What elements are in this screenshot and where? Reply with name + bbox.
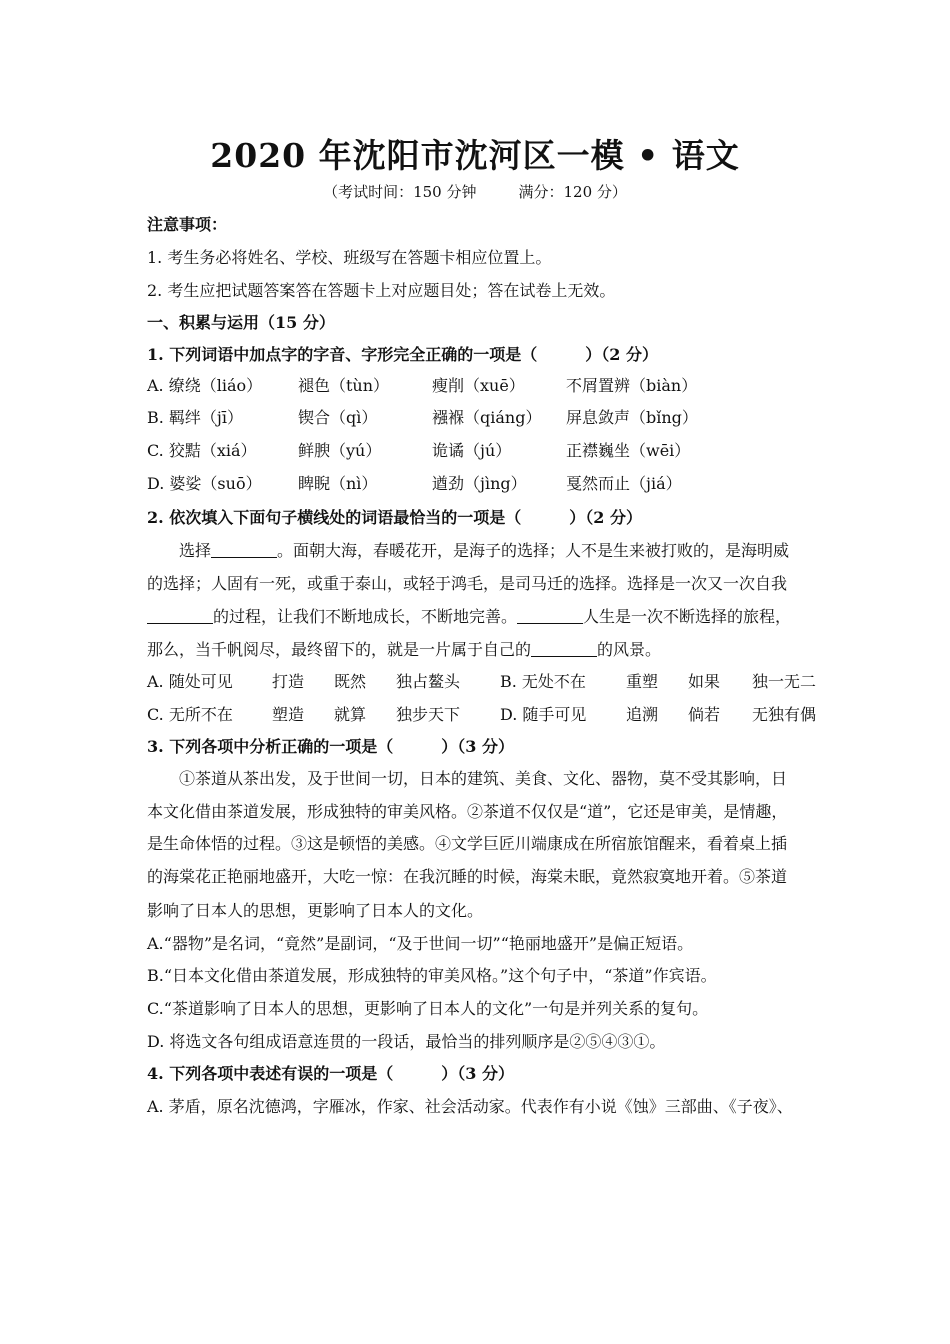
q3-option: D. 将选文各句组成语意连贯的一段话，最恰当的排列顺序是②⑤④③①。 bbox=[147, 1032, 666, 1051]
q2-option: B. 无处不在 bbox=[500, 672, 586, 691]
exam-time: （考试时间：150 分钟 bbox=[323, 183, 477, 201]
q2-option: 打造 bbox=[272, 672, 305, 691]
q2-option: 塑造 bbox=[272, 705, 305, 724]
q1-option: C. 狡黠（xiá） bbox=[147, 441, 257, 460]
q2-option: 既然 bbox=[334, 672, 367, 691]
q2-passage-line: 的选择；人固有一死，或重于泰山，或轻于鸿毛，是司马迁的选择。选择是一次又一次自我 bbox=[147, 574, 788, 593]
exam-subtitle bbox=[0, 181, 950, 202]
q3-passage-line: 的海棠花正艳丽地盛开，大吃一惊：在我沉睡的时候，海棠未眠，竟然寂寞地开着。⑤茶道 bbox=[147, 867, 788, 886]
q2-option: 就算 bbox=[334, 705, 367, 724]
q2-option: 独占鳌头 bbox=[396, 672, 461, 691]
fill-blank bbox=[147, 607, 213, 624]
fill-blank bbox=[531, 640, 597, 657]
q3-option: C.“茶道影响了日本人的思想，更影响了日本人的文化”一句是并列关系的复句。 bbox=[147, 999, 709, 1018]
q4-option: A. 茅盾，原名沈德鸿，字雁冰，作家、社会活动家。代表作有小说《蚀》三部曲、《子夜》、 bbox=[147, 1097, 793, 1116]
q1-option: 正襟巍坐（wēi） bbox=[566, 441, 691, 460]
q1-option: 屏息敛声（bǐng） bbox=[566, 408, 698, 427]
q2-passage-line: 的过程，让我们不断地成长，不断地完善。 人生是一次不断选择的旅程， bbox=[147, 606, 867, 628]
exam-title: 2020 年沈阳市沈河区一模 • 语文 bbox=[210, 136, 740, 175]
fill-blank bbox=[211, 541, 277, 558]
q3-option: A.“器物”是名词，“竟然”是副词，“及于世间一切”“艳丽地盛开”是偏正短语。 bbox=[147, 934, 694, 953]
q3-passage-line: 本文化借由茶道发展，形成独特的审美风格。②茶道不仅仅是“道”，它还是审美，是情趣， bbox=[147, 802, 788, 821]
notice-heading: 注意事项： bbox=[147, 215, 228, 234]
q1-option: 鲜腴（yú） bbox=[298, 441, 382, 460]
q2-option: A. 随处可见 bbox=[147, 672, 233, 691]
q1-option: 遒劲（jìng） bbox=[432, 474, 527, 493]
question-stem: 4. 下列各项中表述有误的一项是（ ）（3 分） bbox=[147, 1064, 514, 1083]
q2-passage-line: 那么，当千帆阅尽，最终留下的，就是一片属于自己的 的风景。 bbox=[147, 640, 662, 659]
q2-option: 独步天下 bbox=[396, 705, 461, 724]
q3-passage-line: ①茶道从茶出发，及于世间一切，日本的建筑、美食、文化、器物，莫不受其影响，日 bbox=[179, 769, 788, 788]
q2-option: C. 无所不在 bbox=[147, 705, 233, 724]
notice-item: 2. 考生应把试题答案答在答题卡上对应题目处；答在试卷上无效。 bbox=[147, 281, 616, 300]
q2-option: 追溯 bbox=[626, 705, 659, 724]
q1-option: A. 缭绕（liáo） bbox=[147, 376, 263, 395]
q1-option: 诡谲（jú） bbox=[432, 441, 512, 460]
q1-option: 襁褓（qiáng） bbox=[432, 408, 542, 427]
q1-option: 不屑置辨（biàn） bbox=[566, 376, 698, 395]
q2-passage-line: 选择 。面朝大海，春暖花开，是海子的选择；人不是生来被打败的，是海明威 bbox=[179, 541, 790, 560]
q2-option: D. 随手可见 bbox=[500, 705, 587, 724]
q1-option: D. 婆娑（suō） bbox=[147, 474, 262, 493]
q1-option: 戛然而止（jiá） bbox=[566, 474, 682, 493]
q1-option: 瘦削（xuē） bbox=[432, 376, 525, 395]
q2-option: 无独有偶 bbox=[752, 705, 817, 724]
section-heading: 一、积累与运用（15 分） bbox=[147, 313, 335, 332]
q2-option: 如果 bbox=[688, 672, 721, 691]
q3-passage-line: 影响了日本人的思想，更影响了日本人的文化。 bbox=[147, 901, 484, 920]
q3-option: B.“日本文化借由茶道发展，形成独特的审美风格。”这个句子中，“茶道”作宾语。 bbox=[147, 966, 717, 985]
q1-option: 锲合（qì） bbox=[298, 408, 378, 427]
question-stem: 3. 下列各项中分析正确的一项是（ ）（3 分） bbox=[147, 737, 514, 756]
q1-option: 褪色（tùn） bbox=[298, 376, 390, 395]
fill-blank bbox=[517, 607, 583, 624]
q3-passage-line: 是生命体悟的过程。③这是顿悟的美感。④文学巨匠川端康成在所宿旅馆醒来，看着桌上插 bbox=[147, 834, 788, 853]
q2-option: 重塑 bbox=[626, 672, 659, 691]
q2-option: 独一无二 bbox=[752, 672, 817, 691]
notice-item: 1. 考生务必将姓名、学校、班级写在答题卡相应位置上。 bbox=[147, 248, 552, 267]
question-stem: 2. 依次填入下面句子横线处的词语最恰当的一项是（ ）（2 分） bbox=[147, 508, 642, 527]
exam-score: 满分：120 分） bbox=[518, 183, 627, 201]
question-stem: 1. 下列词语中加点字的字音、字形完全正确的一项是（ ）（2 分） bbox=[147, 345, 658, 364]
q2-option: 倘若 bbox=[688, 705, 721, 724]
q1-option: 睥睨（nì） bbox=[298, 474, 378, 493]
q1-option: B. 羁绊（jī） bbox=[147, 408, 244, 427]
